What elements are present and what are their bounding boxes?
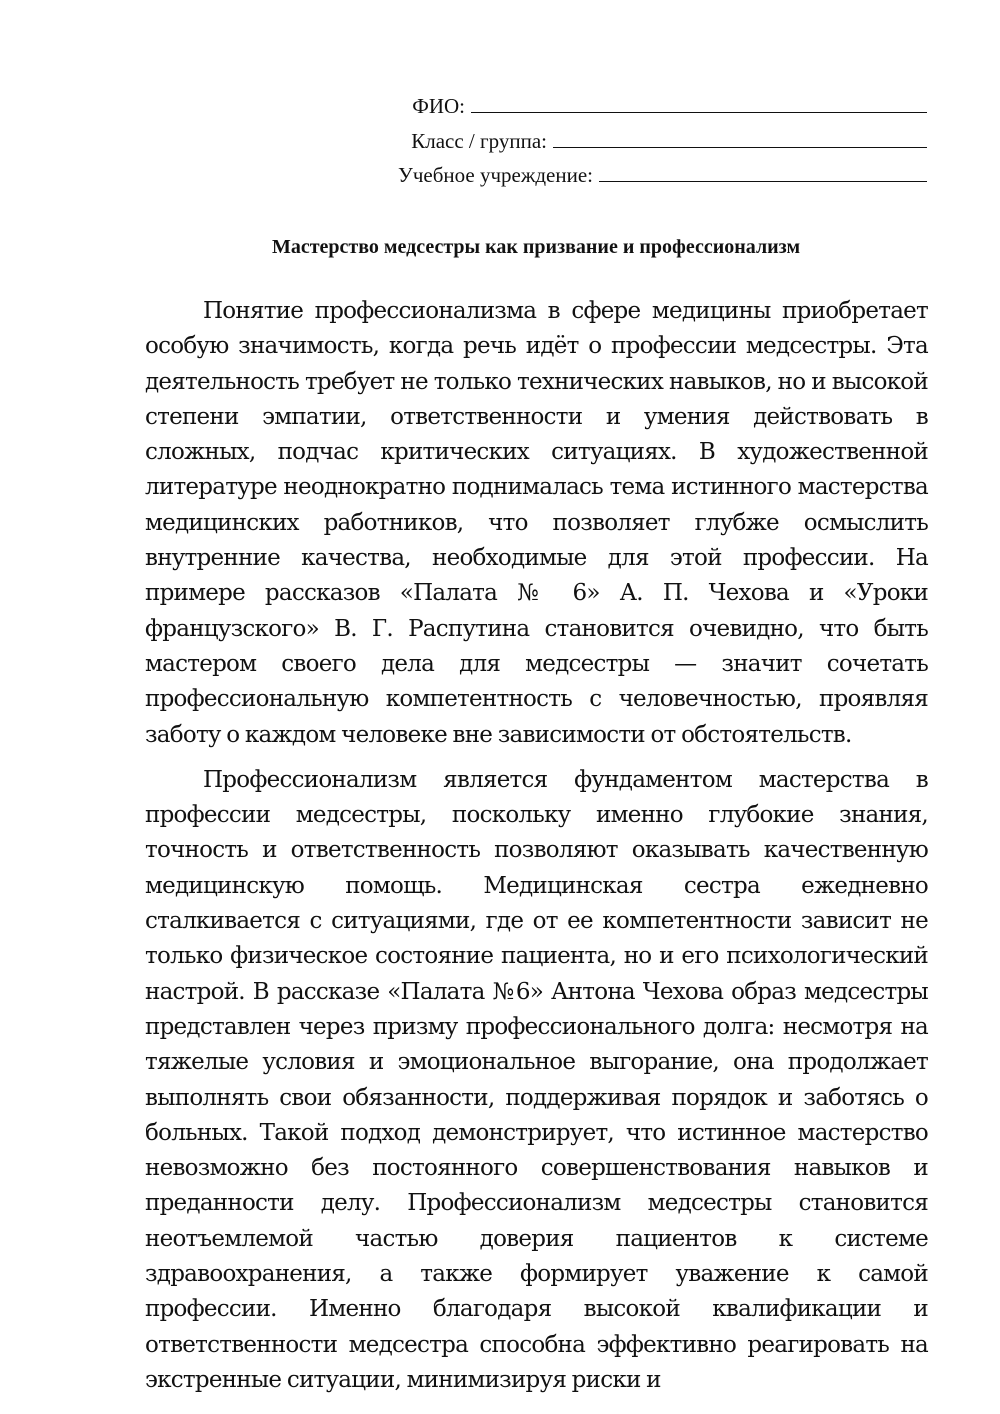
class-row (327, 129, 927, 164)
fio-blank-line[interactable] (471, 94, 927, 113)
essay-title: Мастерство медсестры как призвание и профессионализм (271, 236, 801, 258)
fio-label: ФИО: (412, 94, 465, 118)
paragraph-1: Понятие профессионализма в сфере медицины приобретает особую значимость, когда речь идёт о профессии медсестры. Эта деятельность требует не только технических навыков, но и высокой степени эмпатии, ответственности и умения действовать в сложных, подчас критических ситуациях. В художественной литературе неоднократно поднималась тема истинного мастерства медицинских работников, что позволяет глубже осмыслить внутренние качества, необходимые для этой профессии. На примере рассказов «Палата № 6» А. П. Чехова и «Уроки французского» В. Г. Распутина становится очевидно, что быть мастером своего дела для медсестры — значит сочетать профессиональную компетентность с человечностью, проявляя заботу о каждом человеке вне зависимости от обстоятельств. (145, 298, 928, 748)
fio-row (327, 94, 927, 129)
school-blank-line[interactable] (599, 163, 927, 182)
essay-body (145, 294, 928, 1408)
school-label: Учебное учреждение: (397, 163, 593, 187)
paragraph-2: Профессионализм является фундаментом мастерства в профессии медсестры, поскольку именно глубокие знания, точность и ответственность позволяют оказывать качественную медицинскую помощь. Медицинская сестра ежедневно сталкивается с ситуациями, где от ее компетентности зависит не только физическое состояние пациента, но и его психологический настрой. В рассказе «Палата №6» Антона Чехова образ медсестры представлен через призму профессионального долга: несмотря на тяжелые условия и эмоциональное выгорание, она продолжает выполнять свои обязанности, поддерживая порядок и заботясь о больных. Такой подход демонстрирует, что истинное мастерство невозможно без постоянного совершенствования навыков и преданности делу. Профессионализм медсестры становится неотъемлемой частью доверия пациентов к системе здравоохранения, а также формирует уважение к самой профессии. Именно благодаря высокой квалификации и ответственности медсестра способна эффективно реагировать на экстренные ситуации, минимизируя риски и (145, 766, 928, 1393)
student-info-header (327, 94, 927, 198)
school-row (327, 163, 927, 198)
class-blank-line[interactable] (553, 129, 927, 148)
class-label: Класс / группа: (411, 128, 547, 153)
